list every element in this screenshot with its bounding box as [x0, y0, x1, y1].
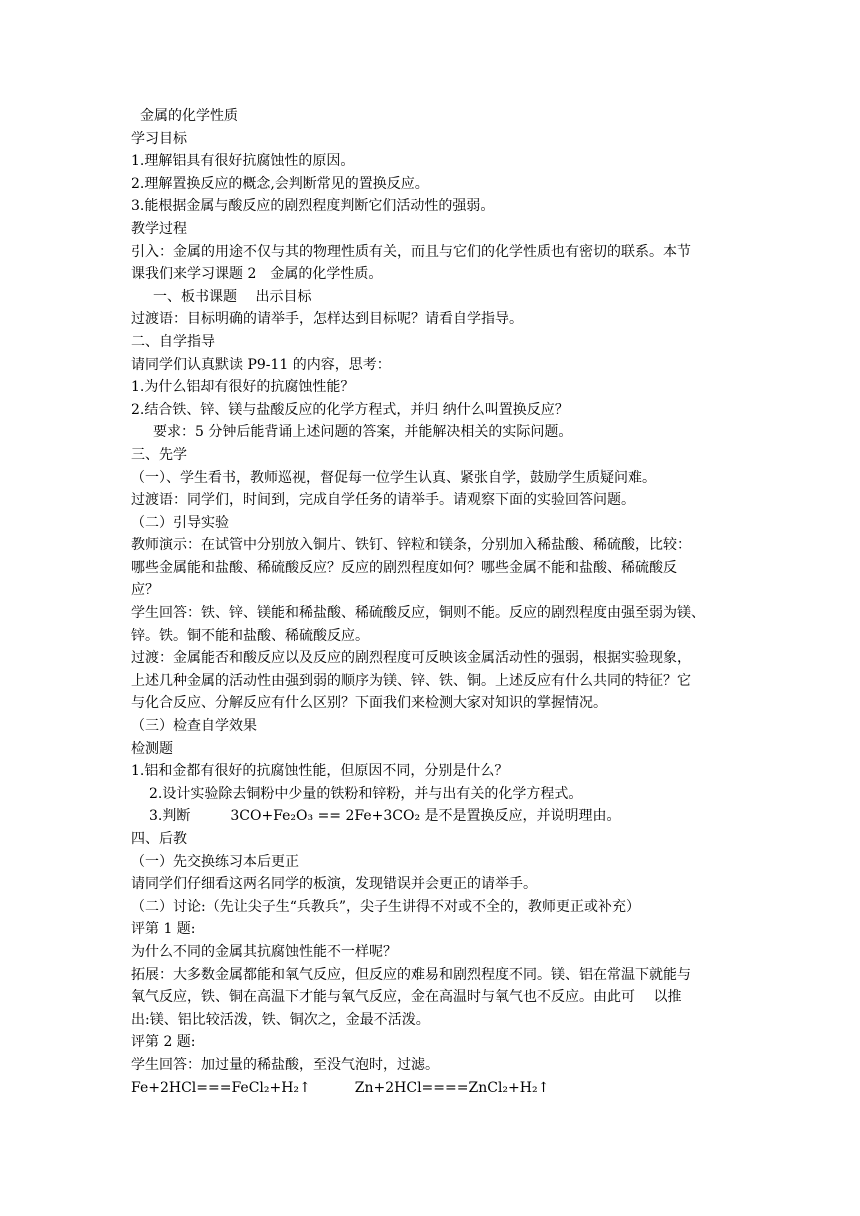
- test-question: [131, 805, 743, 828]
- extension-paragraph-line: 出:镁、铝比较活泼，铁、铜次之，金最不活泼。: [131, 1011, 430, 1028]
- guide-requirement: 要求：5 分钟后能背诵上述问题的答案，并能解决相关的实际问题。: [153, 424, 573, 441]
- transition-text: 过渡语：同学们，时间到，完成自学任务的请举手。请观察下面的实验回答问题。: [131, 492, 635, 509]
- review-heading: 评第 2 题:: [131, 1034, 196, 1051]
- subsection-heading: （二）引导实验: [131, 514, 229, 531]
- review-answer: 学生回答：加过量的稀盐酸，至没气泡时，过滤。: [131, 1056, 439, 1073]
- extension-paragraph-line: 拓展：大多数金属都能和氧气反应，但反应的难易和剧烈程度不同。镁、铝在常温下就能与: [131, 966, 691, 983]
- process-heading: 教学过程: [131, 220, 187, 237]
- document-body: [131, 105, 743, 1099]
- equations-line: [131, 1077, 743, 1100]
- board-text: 请同学们仔细看这两名同学的板演，发现错误并会更正的请举手。: [131, 876, 537, 893]
- goal-item: 2.理解置换反应的概念,会判断常见的置换反应。: [131, 175, 429, 192]
- chemical-equation: 3CO+Fe₂O₃ == 2Fe+3CO₂: [230, 808, 421, 825]
- guide-question: 2.结合铁、锌、镁与盐酸反应的化学方程式，并归 纳什么叫置换反应？: [131, 401, 569, 418]
- answer-paragraph-line: 学生回答：铁、锌、镁能和稀盐酸、稀硫酸反应，铜则不能。反应的剧烈程度由强至弱为镁、: [131, 605, 705, 622]
- goal-item: 3.能根据金属与酸反应的剧烈程度判断它们活动性的强弱。: [131, 198, 495, 215]
- answer-paragraph-line: 锌。铁。铜不能和盐酸、稀硫酸反应。: [131, 627, 369, 644]
- extension-paragraph-line: 氧气反应，铁、铜在高温下才能与氧气反应，金在高温时与氧气也不反应。由此可 以推: [131, 989, 682, 1006]
- section-heading: 四、后教: [131, 831, 187, 847]
- intro-paragraph-line: 引入：金属的用途不仅与其的物理性质有关，而且与它们的化学性质也有密切的联系。本节: [131, 243, 691, 260]
- intro-paragraph-line: 课我们来学习课题 2 金属的化学性质。: [131, 266, 383, 283]
- transition-paragraph-line: 上述几种金属的活动性由强到弱的顺序为镁、锌、铁、铜。上述反应有什么共同的特征？它: [131, 672, 691, 689]
- page-title: 金属的化学性质: [140, 108, 238, 124]
- section-heading: 三、先学: [131, 446, 187, 463]
- goal-item: 1.理解铝具有很好抗腐蚀性的原因。: [131, 153, 355, 170]
- subsection-heading: （二）讨论:（先让尖子生“兵教兵”，尖子生讲得不对或不全的，教师更正或补充）: [131, 898, 641, 915]
- demo-paragraph-line: 教师演示：在试管中分别放入铜片、铁钉、锌粒和镁条，分别加入稀盐酸、稀硫酸，比较：: [131, 537, 691, 554]
- transition-text: 过渡语：目标明确的请举手，怎样达到目标呢？请看自学指导。: [131, 311, 523, 328]
- subsection-heading: （一）先交换练习本后更正: [131, 853, 299, 870]
- chemical-equation: Zn+2HCl====ZnCl₂+H₂↑: [354, 1079, 550, 1096]
- guide-question: 1.为什么铝却有很好的抗腐蚀性能？: [131, 379, 355, 396]
- review-question: 为什么不同的金属其抗腐蚀性能不一样呢？: [131, 943, 397, 960]
- goals-heading: 学习目标: [131, 130, 187, 147]
- subsection-heading: （三）检查自学效果: [131, 718, 257, 735]
- transition-paragraph-line: 与化合反应、分解反应有什么区别？下面我们来检测大家对知识的掌握情况。: [131, 695, 607, 712]
- subsection-text: （一）、学生看书，教师巡视，督促每一位学生认真、紧张自学，鼓励学生质疑问难。: [131, 469, 656, 486]
- test-question: 2.设计实验除去铜粉中少量的铁粉和锌粉，并与出有关的化学方程式。: [149, 785, 583, 802]
- demo-paragraph-line: 哪些金属能和盐酸、稀硫酸反应？反应的剧烈程度如何？哪些金属不能和盐酸、稀硫酸反: [131, 559, 677, 576]
- test-question: 1.铝和金都有很好的抗腐蚀性能，但原因不同，分别是什么？: [131, 763, 509, 780]
- test-heading: 检测题: [131, 740, 173, 757]
- guide-text: 请同学们认真默读 P9-11 的内容，思考：: [131, 356, 391, 373]
- chemical-equation: Fe+2HCl===FeCl₂+H₂↑: [131, 1079, 311, 1096]
- section-heading: 二、自学指导: [131, 333, 215, 350]
- section-heading: 一、板书课题 出示目标: [153, 288, 312, 305]
- transition-paragraph-line: 过渡：金属能否和酸反应以及反应的剧烈程度可反映该金属活动性的强弱，根据实验现象，: [131, 650, 691, 667]
- demo-paragraph-line: 应？: [131, 582, 159, 599]
- test-question-suffix: 是不是置换反应，并说明理由。: [424, 808, 621, 825]
- review-heading: 评第 1 题:: [131, 921, 196, 938]
- test-question-prefix: 3.判断: [149, 808, 191, 825]
